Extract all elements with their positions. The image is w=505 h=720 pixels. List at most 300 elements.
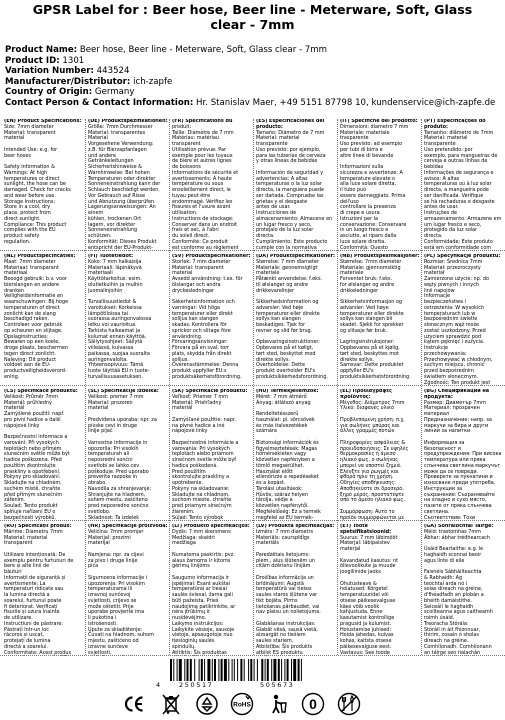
spec-line: Conformidade: Este produto bbox=[424, 238, 493, 245]
spec-line: materijal bbox=[88, 540, 110, 547]
spec-line: Temperaturen oder direkter bbox=[88, 175, 156, 182]
spec-line: предупреждения: При висока bbox=[424, 451, 502, 458]
spec-line: Warnings: At high bbox=[4, 169, 48, 176]
spec-line: nápojové linky bbox=[4, 422, 40, 429]
spec-line: Saugumo informacija ir bbox=[172, 574, 229, 581]
spec-line: per tubi di birra e bbox=[340, 146, 383, 153]
spec-line: Bezpečnostní informace a bbox=[4, 434, 68, 440]
spec-block bbox=[256, 389, 336, 521]
spec-line: Megfelelőség: Ez a termék bbox=[256, 508, 321, 515]
barcode-bar bbox=[173, 659, 174, 681]
spec-heading: (SV) Produktspecifikationer: bbox=[172, 254, 251, 259]
spec-line: Materiał: przezroczysty bbox=[424, 264, 481, 271]
barcode-bar bbox=[204, 659, 205, 681]
spec-line: avertismente: La bbox=[4, 580, 46, 587]
spec-line: varovania: Pri vysokých bbox=[172, 445, 230, 452]
spec-line: Materiale: gjennomsiktig bbox=[340, 264, 401, 271]
barcode-bar bbox=[207, 659, 210, 681]
spec-line: temperaturas o la luz solar bbox=[256, 181, 322, 188]
spec-line: kahjustuda. Enne bbox=[340, 609, 383, 616]
spec-line: Skladujte na chladnom, bbox=[172, 491, 230, 498]
spec-line: kohas, kaitsta otsese bbox=[340, 638, 392, 644]
spec-block bbox=[88, 119, 168, 251]
spec-line: tørt sted, beskyttet mod bbox=[256, 350, 316, 357]
spec-heading: (LT) Produkto specifikacijos: bbox=[172, 524, 250, 529]
spec-line: Tárolási utasítások: bbox=[256, 485, 303, 492]
spec-line: Bezpečnostné informácie a bbox=[172, 439, 239, 446]
spec-line: ser dañada. Compruebe las bbox=[256, 192, 324, 199]
spec-heading: (HR) Specifikacije proizvoda: bbox=[88, 524, 168, 529]
spec-line: άλλες γραμμές ποτών bbox=[340, 428, 395, 435]
barcode-bar bbox=[267, 659, 269, 681]
spec-line: temperaturach lub w bbox=[424, 310, 476, 317]
spec-line: Vorgesehene Verwendung: bbox=[88, 141, 154, 147]
product-id-row: Product ID: 1301 bbox=[5, 55, 85, 66]
barcode-bar bbox=[170, 659, 172, 681]
spec-line: tuyau peut être bbox=[172, 192, 211, 199]
spec-line: Navodila za shranjevanje: bbox=[88, 485, 152, 492]
spec-line: Istruzioni per la bbox=[340, 215, 378, 222]
barcode-bar bbox=[293, 659, 296, 681]
spec-line: материал bbox=[424, 411, 449, 417]
spec-line: nav plaisu un nolietojuma. bbox=[256, 609, 321, 616]
spec-line: temperaturer eller direkte bbox=[340, 310, 404, 317]
spec-line: Съответствие: Този bbox=[424, 514, 476, 521]
spec-line: Storage Instructions: bbox=[4, 198, 56, 205]
barcode-bar bbox=[184, 659, 185, 681]
spec-heading: (FR) Spécifications du bbox=[172, 119, 233, 124]
spec-line: Veľkosť: Priemer 7 mm bbox=[172, 393, 228, 400]
spec-line: Avsedd användning: t.ex. för bbox=[172, 276, 243, 282]
spec-line: Atbilstība: Šis produkts bbox=[256, 643, 313, 650]
spec-line: fi deteriorat. Verificați bbox=[4, 603, 58, 610]
spec-block bbox=[172, 254, 252, 386]
spec-line: temperature elevate o bbox=[340, 175, 396, 182]
spec-line: directa, la manguera puede bbox=[256, 187, 324, 193]
spec-line: luce solare diretta. bbox=[340, 238, 386, 245]
spec-line: produktsikkerhedsforordning. bbox=[256, 373, 328, 380]
spec-line: pivske cevi in druge bbox=[88, 422, 137, 429]
spec-line: Rendeltetésszerű bbox=[256, 411, 299, 417]
spec-line: Suurus: 7 mm läbimõõt bbox=[340, 534, 398, 541]
spec-line: teochtaí arda nó i bbox=[424, 580, 468, 587]
spec-line: sunlight, the hose can be bbox=[4, 181, 66, 188]
spec-line: Informații de siguranță și bbox=[4, 574, 66, 581]
spec-heading: (SL) Specifikacije izdelka: bbox=[88, 389, 159, 394]
spec-line: atbilst ES produktu bbox=[256, 649, 303, 656]
spec-line: Μέγεθος: Διάμετρος 7mm bbox=[340, 399, 405, 406]
barcode-bar bbox=[194, 659, 195, 681]
spec-line: and wear before use. bbox=[4, 192, 56, 199]
spec-line: beer hoses bbox=[4, 152, 31, 159]
spec-heading: (DA) Produktspecifikationer: bbox=[256, 254, 335, 259]
spec-line: waarschuwingen: Bij hoge bbox=[4, 299, 69, 305]
spec-line: nápojové linky bbox=[172, 428, 208, 435]
spec-line: um lugar fresco e seco, bbox=[424, 221, 482, 228]
spec-line: Faisnéis Sábháilteachta bbox=[424, 569, 482, 575]
spec-line: Överensstämmelse: Denna bbox=[172, 362, 239, 369]
spec-line: materiale bbox=[340, 270, 364, 277]
spec-line: y otras líneas de bebidas bbox=[256, 158, 318, 165]
spec-line: износване преди употреба. bbox=[424, 480, 496, 486]
spec-line: Conserver dans un endroit bbox=[172, 221, 237, 228]
spec-line: hadice poškozena. Před bbox=[4, 457, 62, 463]
barcode-bar bbox=[265, 659, 266, 681]
spec-line: Namjena: npr. za cijevi bbox=[88, 551, 144, 558]
spec-line: слънчева светлина маркучът bbox=[424, 462, 501, 469]
spec-line: Zamýšlené použití: např. bbox=[4, 411, 65, 417]
spec-line: produktsikkerhetsforordning. bbox=[340, 373, 411, 380]
spec-line: suorassa auringonvalossa bbox=[88, 316, 152, 323]
ce-mark-icon bbox=[122, 692, 146, 716]
barcode-bar bbox=[250, 659, 252, 681]
zero-bpa-icon bbox=[301, 692, 325, 716]
spec-line: Seiceáil le haghaidh bbox=[424, 603, 474, 610]
spec-line: Méret: 7 mm átmérő bbox=[256, 393, 307, 400]
spec-line: közvetlen napfénytől. bbox=[256, 503, 309, 509]
spec-line: ostrzeżenia: W wysokich bbox=[424, 304, 485, 311]
spec-line: Größe: 7mm Durchmesser bbox=[88, 123, 153, 130]
spec-line: frais et sec, à l'abri bbox=[172, 227, 219, 234]
spec-line: Hoiustamise juhised: bbox=[340, 626, 392, 633]
spec-block bbox=[424, 254, 504, 386]
spec-block bbox=[256, 524, 336, 656]
spec-block bbox=[4, 524, 84, 656]
spec-line: Material bbox=[88, 135, 108, 142]
spec-line: Glabāt vēsā, sausā vietā, bbox=[256, 626, 318, 633]
spec-line: žiarením. bbox=[172, 508, 195, 515]
spec-line: Yhteensopivuus: Tämä bbox=[88, 362, 144, 369]
spec-block bbox=[88, 254, 168, 386]
barcode-bar bbox=[281, 659, 282, 681]
spec-line: Instructions de stockage: bbox=[172, 215, 234, 222]
spec-line: antes de usar. bbox=[424, 204, 459, 211]
spec-heading: (ES) Especificaciones del producto: bbox=[256, 119, 325, 130]
spec-line: Materjal: läbipaistev bbox=[340, 540, 390, 547]
spec-line: Material: transparent bbox=[172, 264, 224, 271]
title-line-2: clear - 7mm bbox=[210, 17, 295, 32]
barcode-bar bbox=[224, 659, 227, 681]
spec-line: joogiliinide jaoks bbox=[340, 569, 381, 575]
spec-line: Konformität: Dieses Produkt bbox=[88, 238, 157, 245]
spec-line: Информация за bbox=[424, 439, 465, 446]
spec-line: almacenamiento: Almacene en bbox=[256, 215, 333, 222]
spec-line: droge plaats, beschermen bbox=[4, 345, 68, 351]
spec-line: hőmérsékleten vagy bbox=[256, 451, 307, 458]
variation-number-row: Variation Number: 443524 bbox=[5, 66, 130, 77]
spec-block bbox=[340, 389, 420, 521]
spec-line: Beoogd gebruik: b.v. voor bbox=[4, 276, 68, 282]
spec-heading: (NL) Productspecificaties: bbox=[4, 254, 76, 259]
barcode-bar bbox=[190, 659, 192, 681]
spec-line: температура или пряка bbox=[424, 457, 486, 463]
spec-line: transparent bbox=[4, 540, 33, 547]
spec-line: material bbox=[4, 135, 25, 142]
spec-line: użyciem sprawdzić pod bbox=[424, 333, 482, 340]
spec-line: για σωλήνες μπύρας και bbox=[340, 422, 400, 429]
spec-line: materiaal bbox=[4, 270, 28, 277]
spec-line: Sonneneinstrahlung kann der bbox=[88, 181, 161, 188]
spec-line: auringonvalolta. bbox=[88, 356, 128, 363]
spec-line: neposredni sončni bbox=[88, 457, 133, 463]
spec-line: Påtænkt anvendelse: f.eks. bbox=[256, 276, 323, 282]
spec-line: agus línte dí eile bbox=[424, 557, 465, 564]
spec-line: Glabāšanas instrukcijas: bbox=[256, 620, 316, 627]
spec-heading: (DE) Produktspezifikationen: bbox=[88, 119, 168, 124]
recycling-icon bbox=[195, 692, 219, 716]
spec-line: Инструкции за bbox=[424, 485, 463, 492]
spec-line: est conforme au règlement bbox=[172, 244, 239, 251]
spec-heading: (PL) Specyfikacje produktu: bbox=[424, 254, 501, 259]
spec-line: Drošības informācija un bbox=[256, 574, 314, 581]
rohs-icon bbox=[230, 692, 254, 716]
barcode-bar bbox=[298, 659, 300, 681]
spec-line: splňuje nařízení EU o bbox=[4, 508, 56, 515]
spec-line: pića bbox=[88, 563, 99, 570]
spec-line: Paredzētais lietojums: bbox=[256, 551, 310, 558]
spec-line: на хладно и сухо място, bbox=[424, 497, 487, 504]
spec-line: Materiál: průhledný bbox=[4, 399, 52, 406]
spec-line: transparent bbox=[172, 141, 201, 147]
spec-line: temperaturama ili bbox=[88, 586, 133, 593]
spec-line: съхранение: Съхранявайте bbox=[424, 491, 495, 498]
spec-line: Informations de sécurité et bbox=[172, 169, 239, 176]
spec-line: Informacje bbox=[424, 293, 450, 300]
spec-block bbox=[88, 524, 168, 656]
spec-line: Méid: trastomhas 7mm bbox=[424, 528, 481, 535]
spec-line: cerveja e outras linhas de bbox=[424, 158, 488, 165]
spec-line: armazenamento: Armazene em bbox=[424, 215, 502, 222]
spec-line: Instrucțiuni de păstrare: bbox=[4, 620, 63, 627]
spec-line: pragusid ja kulumist. bbox=[340, 620, 392, 627]
spec-line: Αποθηκεύστε σε δροσερό, bbox=[340, 485, 404, 492]
spec-line: an táirge seo rialachán bbox=[424, 649, 481, 656]
spec-line: Materiaal: transparant bbox=[4, 264, 59, 271]
spec-line: linije pijač bbox=[88, 428, 113, 435]
spec-line: sprickor och slitage före bbox=[172, 327, 231, 334]
barcode-bar bbox=[237, 659, 238, 681]
barcode-bar bbox=[273, 659, 276, 681]
spec-line: brīdinājumi: Augstā bbox=[256, 580, 304, 587]
spec-block bbox=[256, 119, 336, 251]
spec-line: από το άμεσο ηλιακό φως. bbox=[340, 497, 405, 504]
spec-line: olutletkuihin ja muihin bbox=[88, 281, 143, 288]
barcode-bar bbox=[278, 659, 280, 681]
spec-line: Størrelse: 7mm diameter bbox=[340, 258, 402, 265]
spec-line: Material: transparentes bbox=[88, 129, 146, 136]
spec-block bbox=[340, 119, 420, 251]
spec-line: naudojimą patikrinkite, ar bbox=[172, 603, 236, 610]
spec-line: Treoracha Stórála: bbox=[424, 620, 469, 627]
spec-line: bezpośrednim świetle bbox=[424, 316, 478, 323]
spec-line: direkte sollys. bbox=[256, 356, 290, 363]
spec-line: und andere bbox=[88, 152, 116, 159]
spec-line: Matériau: matériau bbox=[172, 135, 219, 142]
spec-line: un lugar fresco y seco, bbox=[256, 221, 312, 228]
spec-line: Dimensioni: diametro 7 mm bbox=[340, 123, 409, 130]
spec-line: Materiál: Priehľadný bbox=[172, 399, 222, 406]
spec-heading: (EL) Προδιαγραφές προϊόντος: bbox=[340, 389, 392, 400]
spec-line: svetlobi se lahko cev bbox=[88, 462, 140, 469]
spec-line: revner og slid før brug. bbox=[256, 327, 313, 334]
spec-line: ξηρό μέρος, προστατέψτε bbox=[340, 491, 405, 498]
spec-line: materiaali bbox=[88, 270, 113, 277]
spec-line: Cumplimiento: Este producto bbox=[256, 238, 328, 245]
spec-line: sollys kan slangen bli bbox=[340, 316, 393, 323]
spec-line: materiál bbox=[172, 405, 193, 412]
spec-line: ölslangar och andra bbox=[172, 281, 221, 288]
spec-line: προειδοποιήσεις: Σε υψηλές bbox=[340, 445, 409, 452]
spec-line: svjetlosti. bbox=[88, 649, 112, 656]
spec-line: Intended Use: e.g. for bbox=[4, 146, 58, 153]
spec-line: materiāls bbox=[256, 540, 279, 547]
contact-person-row: Contact Person & Contact Information: Hr. Stanislav Maer, +49 5151 87798 10, kundenservice@ich-zapfe.de bbox=[5, 97, 496, 108]
spec-line: haghaidh sconnaí beoir bbox=[424, 551, 482, 558]
spec-line: Материал: прозрачен bbox=[424, 405, 480, 412]
spec-line: Предназначение: напр. за bbox=[424, 416, 492, 423]
spec-line: de bière et autres lignes bbox=[172, 158, 232, 165]
spec-line: Lagringsinstruksjoner: bbox=[340, 339, 395, 346]
spec-line: ensoleillement direct, le bbox=[172, 187, 231, 193]
spec-line: slunečním světle může být bbox=[4, 451, 70, 458]
spec-line: fisurile și uzura înainte bbox=[4, 609, 60, 616]
spec-line: transparente bbox=[424, 141, 456, 147]
spec-line: Upute za skladištenje: bbox=[88, 626, 143, 633]
spec-line: advarsler: Ved høye bbox=[340, 304, 389, 311]
spec-line: Käyttötarkoitus: esim. bbox=[88, 276, 142, 282]
spec-line: Hoida jahedas, kuivas bbox=[340, 632, 394, 639]
spec-line: dranken bbox=[4, 287, 24, 294]
spec-line: Numatoma paskirtis: pvz. bbox=[172, 551, 235, 558]
spec-line: ηλιακό φως, ο σωλήνας bbox=[340, 457, 399, 463]
spec-line: Biztonsági információk és bbox=[256, 439, 319, 446]
spec-line: Sikkerhedsinformation og bbox=[256, 299, 319, 305]
barcode-bar bbox=[287, 659, 289, 681]
spec-line: protegido da luz solar bbox=[424, 227, 478, 234]
spec-line: drikkevarelinjer bbox=[256, 287, 294, 294]
wheelie-bin-crossed-icon bbox=[159, 692, 183, 716]
spec-line: Stóráil in áit fhionnuar, bbox=[424, 626, 481, 633]
spec-line: tørt sted, beskyttes mot bbox=[340, 350, 399, 357]
spec-line: transparente bbox=[256, 141, 288, 147]
spec-line: Przechowywać w chłodnym, bbox=[424, 356, 493, 363]
spec-line: conservazione: Conservare bbox=[340, 221, 407, 228]
spec-line: di crepe e usura. bbox=[340, 210, 382, 216]
spec-line: praskliny a opotřebení. bbox=[4, 468, 61, 475]
spec-heading: (IT) Specifiche del prodotto: bbox=[340, 119, 418, 124]
spec-line: sicurezza e avvertenze: A bbox=[340, 169, 403, 176]
spec-line: Atitiktis: Šis produktas bbox=[172, 649, 227, 656]
spec-line: product safety bbox=[4, 233, 40, 239]
spec-line: ser danificada. Verifique bbox=[424, 192, 484, 199]
spec-line: obrabo. bbox=[88, 480, 107, 486]
spec-line: Størrelse: 7 mm diameter bbox=[256, 258, 319, 265]
spec-line: paikassa, suojaa suoralta bbox=[88, 350, 150, 357]
spec-line: Kavandatud kasutus: nt bbox=[340, 557, 399, 564]
spec-line: solljus kan slangen bbox=[172, 316, 219, 323]
column-divider bbox=[169, 119, 170, 655]
spec-line: cumple con la normativa bbox=[256, 244, 317, 251]
spec-line: Oppbevares på et kjølig, bbox=[340, 345, 400, 351]
spec-line: material bbox=[172, 270, 193, 277]
spec-line: zonlicht kan de slang bbox=[4, 310, 56, 317]
spec-line: przed bezpośrednim bbox=[424, 368, 474, 374]
spec-line: φθορά πριν τη χρήση. bbox=[340, 474, 394, 481]
barcode-bar bbox=[201, 659, 203, 681]
spec-line: Controleer voor gebruik bbox=[4, 322, 63, 328]
barcode-bar bbox=[218, 659, 219, 681]
spec-line: Păstrați într-un loc bbox=[4, 626, 49, 633]
spec-line: Zamierzone użycie: np. do bbox=[424, 276, 489, 282]
spec-line: Safety Information & bbox=[4, 164, 55, 170]
spec-line: lietošanas pārbaudiet, vai bbox=[256, 603, 320, 610]
spec-line: tegen direct zonlicht. bbox=[4, 350, 56, 357]
barcode-bar bbox=[248, 659, 249, 681]
spec-line: avisos: A altas bbox=[424, 175, 460, 182]
spec-line: direkte sollys. bbox=[340, 356, 374, 363]
spec-line: temperaturi ridicate sau bbox=[4, 586, 64, 593]
spec-line: beskadiges. Tjek for bbox=[256, 322, 306, 328]
product-name-row: Product Name: Beer hose, Beer line - Meterware, Soft, Glass clear - 7mm bbox=[5, 45, 328, 55]
spec-line: for ølslanger og andre bbox=[340, 281, 395, 288]
spec-line: de utilizare. bbox=[4, 615, 33, 621]
spec-line: protéjalo de la luz solar bbox=[256, 227, 314, 234]
spec-line: Ohutusteave & bbox=[340, 580, 377, 587]
barcode-bar bbox=[221, 659, 223, 681]
spec-line: Materiaali: läpinäkyvä bbox=[88, 264, 142, 271]
spec-line: otsese päikesevalguse bbox=[340, 597, 396, 604]
spec-heading: (PT) Especificações do produto: bbox=[424, 119, 486, 130]
spec-line: température ou sous bbox=[172, 181, 224, 188]
spec-line: d'fhéadfadh an píobán a bbox=[424, 592, 484, 598]
spec-line: Pokyny na skladovanie: bbox=[172, 485, 230, 492]
spec-heading: (NB) Produktspesifikasjoner: bbox=[340, 254, 420, 259]
spec-heading: (LV) Produkta specifikācijas: bbox=[256, 524, 335, 529]
column-divider bbox=[421, 119, 422, 655]
barcode-bar bbox=[257, 659, 258, 681]
spec-line: trasparente bbox=[340, 135, 369, 142]
spec-line: Maat: 7mm diameter bbox=[4, 258, 56, 265]
spec-line: kasutamist kontrollige bbox=[340, 615, 395, 621]
spec-line: és más italvezetékek bbox=[256, 422, 308, 429]
column-divider bbox=[85, 119, 86, 655]
spec-line: alaus žarnoms ir kitoms bbox=[172, 557, 231, 564]
spec-line: viileässä, kuivassa bbox=[88, 345, 134, 351]
spec-line: materjal bbox=[340, 546, 361, 552]
barcode-bar bbox=[301, 659, 302, 681]
barcode-bar bbox=[187, 659, 189, 681]
product-info bbox=[5, 45, 503, 109]
spec-block bbox=[424, 389, 504, 521]
spec-line: Pokyny pro skladování: bbox=[4, 474, 61, 481]
svg-text:0: 0 bbox=[309, 696, 317, 712]
spec-line: bezpečnosti výrobků. bbox=[4, 514, 57, 521]
spec-line: pro pivní hadice a další bbox=[4, 416, 61, 423]
spec-line: hoiatused: Kõrgetel bbox=[340, 586, 388, 593]
spec-line: saules stariem. bbox=[256, 638, 294, 644]
spec-line: utilisation. bbox=[172, 210, 198, 216]
spec-line: Veiligheidsinformatie en bbox=[4, 293, 64, 300]
spec-block bbox=[256, 254, 336, 386]
spec-line: varoitukset: Korkeissa bbox=[88, 304, 142, 311]
spec-line: Shranjujte na hladnem, bbox=[88, 491, 146, 498]
spec-line: sollys kan slangen bbox=[256, 316, 301, 323]
spec-line: svetlobo. bbox=[88, 508, 111, 515]
spec-line: може да се повреди. bbox=[424, 468, 479, 475]
title-line-1: GPSR Label for : Beer hose, Beer line - Meterware, Soft, Glass bbox=[32, 2, 473, 17]
spec-line: bezpieczeństwa i bbox=[424, 299, 466, 305]
spec-line: zářením. bbox=[4, 497, 26, 504]
